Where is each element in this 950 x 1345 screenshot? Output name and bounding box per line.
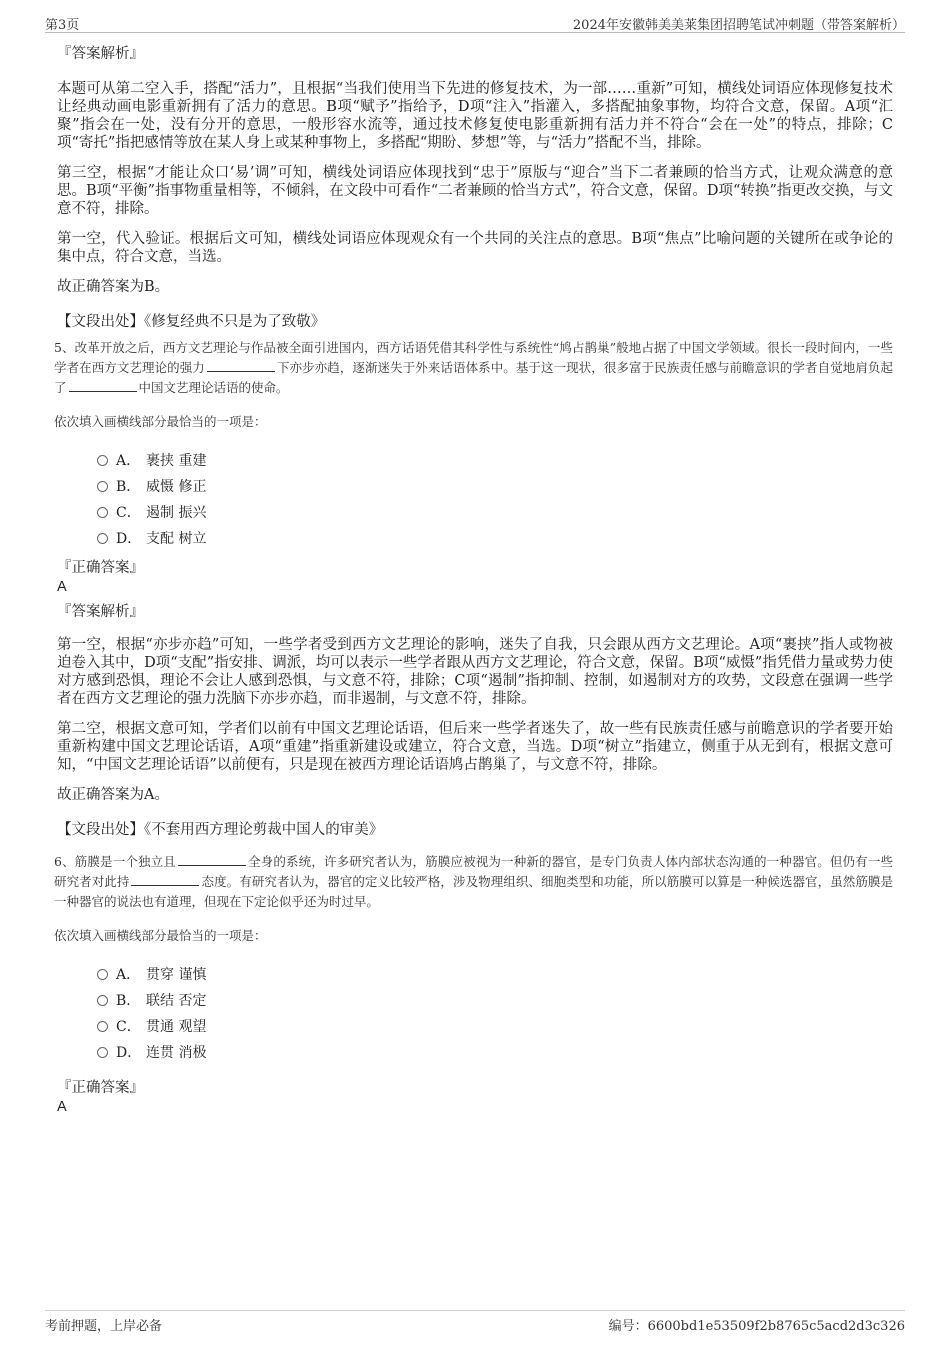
blank-line [207, 359, 275, 372]
page-footer [45, 1310, 905, 1334]
question-5-options [97, 448, 893, 552]
answer-label: 『正确答案』 [57, 560, 144, 576]
question-6-prompt: 依次填入画横线部分最恰当的一项是： [54, 928, 267, 943]
source-citation: 【文段出处】《修复经典不只是为了致敬》 [57, 314, 326, 330]
analysis-paragraph: 本题可从第二空入手，搭配“活力”，且根据“当我们使用当下先进的修复技术，为一部……重新”可知，横线处词语应体现修复技术让经典动画电影重新拥有了活力的意思。B项“赋予”指给予，D项“注入”指灌入，多搭配抽象事物，均符合文意，保留。A项“汇聚”指会在一处，没有分开的意思，一般形容水流等，通过技术修复使电影重新拥有活力并不符合“会在一处”的特点，排除；C项“寄托”指把感情等放在某人身上或某种事物上，多搭配“期盼、梦想”等，与“活力”搭配不当，排除。 [57, 81, 893, 151]
radio-icon[interactable] [97, 507, 108, 518]
blank-line [131, 873, 199, 886]
blank-line [178, 853, 246, 866]
option-c[interactable]: C． 贯通 观望 [97, 1014, 893, 1040]
page-header [45, 12, 905, 33]
option-b[interactable]: B． 联结 否定 [97, 988, 893, 1014]
document-id: 编号：6600bd1e53509f2b8765c5acd2d3c326 [608, 1319, 905, 1334]
correct-answer: A [57, 579, 67, 595]
option-d[interactable]: D． 支配 树立 [97, 526, 893, 552]
document-title: 2024年安徽韩美美莱集团招聘笔试冲刺题（带答案解析） [572, 18, 905, 33]
analysis-paragraph: 第一空，根据“亦步亦趋”可知，一些学者受到西方文艺理论的影响，迷失了自我，只会跟从西方文艺理论。A项“裹挟”指人或物被迫卷入其中，D项“支配”指安排、调派，均可以表示一些学者跟从西方文艺理论，符合文意，保留。B项“威慑”指凭借力量或势力使对方感到恐惧，理论不会让人感到恐惧，与文意不符，排除；C项“遏制”指抑制、控制，如遏制对方的攻势，文段意在强调一些学者在西方文艺理论的强力洗脑下亦步亦趋，而非遏制，与文意不符，排除。 [57, 637, 893, 707]
question-6-options [97, 962, 893, 1066]
radio-icon[interactable] [97, 969, 108, 980]
radio-icon[interactable] [97, 481, 108, 492]
answer-label: 『正确答案』 [57, 1080, 144, 1096]
option-b[interactable]: B． 威慑 修正 [97, 474, 893, 500]
radio-icon[interactable] [97, 533, 108, 544]
analysis-label: 『答案解析』 [57, 604, 144, 620]
radio-icon[interactable] [97, 1047, 108, 1058]
analysis-paragraph: 第一空，代入验证。根据后文可知，横线处词语应体现观众有一个共同的关注点的意思。B项“焦点”比喻问题的关键所在或争论的集中点，符合文意，当选。 [57, 231, 893, 265]
option-a[interactable]: A． 裹挟 重建 [97, 448, 893, 474]
analysis-conclusion: 故正确答案为B。 [57, 279, 170, 295]
page-number: 第3页 [45, 18, 80, 33]
document-body [54, 44, 893, 1122]
option-d[interactable]: D． 连贯 消极 [97, 1040, 893, 1066]
analysis-paragraph: 第二空，根据文意可知，学者们以前有中国文艺理论话语，但后来一些学者迷失了，故一些有民族责任感与前瞻意识的学者要开始重新构建中国文艺理论话语，A项“重建”指重新建设或建立，符合文意，当选。D项“树立”指建立，侧重于从无到有，根据文意可知，“中国文艺理论话语”以前便有，只是现在被西方理论话语鸠占鹊巢了，与文意不符，排除。 [57, 721, 893, 773]
analysis-label: 『答案解析』 [57, 46, 144, 62]
question-5-prompt: 依次填入画横线部分最恰当的一项是： [54, 414, 267, 429]
option-c[interactable]: C． 遏制 振兴 [97, 500, 893, 526]
radio-icon[interactable] [97, 1021, 108, 1032]
radio-icon[interactable] [97, 455, 108, 466]
option-a[interactable]: A． 贯穿 谨慎 [97, 962, 893, 988]
question-6-text: 6、筋膜是一个独立且 全身的系统，许多研究者认为，筋膜应被视为一种新的器官，是专门负责人体内部状态沟通的一种器官。但仍有一些研究者对此持 态度。有研究者认为，器官的定义比较严格，涉及物理组织、细胞类型和功能，所以筋膜可以算是一种候选器官，虽然筋膜是一种器官的说法也有道理，但现在下定论似乎还为时过早。 [54, 854, 893, 909]
footer-slogan: 考前押题，上岸必备 [45, 1319, 163, 1334]
blank-line [69, 379, 137, 392]
question-5-text: 5、改革开放之后，西方文艺理论与作品被全面引进国内，西方话语凭借其科学性与系统性“鸠占鹊巢”般地占据了中国文学领域。很长一段时间内，一些学者在西方文艺理论的强力 下亦步亦趋，逐渐迷失于外来话语体系中。基于这一现状，很多富于民族责任感与前瞻意识的学者自觉地肩负起了 中国文艺理论话语的使命。 [54, 340, 893, 395]
analysis-paragraph: 第三空，根据“才能让众口‘易’调”可知，横线处词语应体现找到“忠于”原版与“迎合”当下二者兼顾的恰当方式，让观众满意的意思。B项“平衡”指事物重量相等，不倾斜，在文段中可看作“二者兼顾的恰当方式”，符合文意，保留。D项“转换”指更改交换，与文意不符，排除。 [57, 165, 893, 217]
correct-answer: A [57, 1099, 67, 1115]
source-citation: 【文段出处】《不套用西方理论剪裁中国人的审美》 [57, 822, 384, 838]
analysis-conclusion: 故正确答案为A。 [57, 787, 169, 803]
radio-icon[interactable] [97, 995, 108, 1006]
